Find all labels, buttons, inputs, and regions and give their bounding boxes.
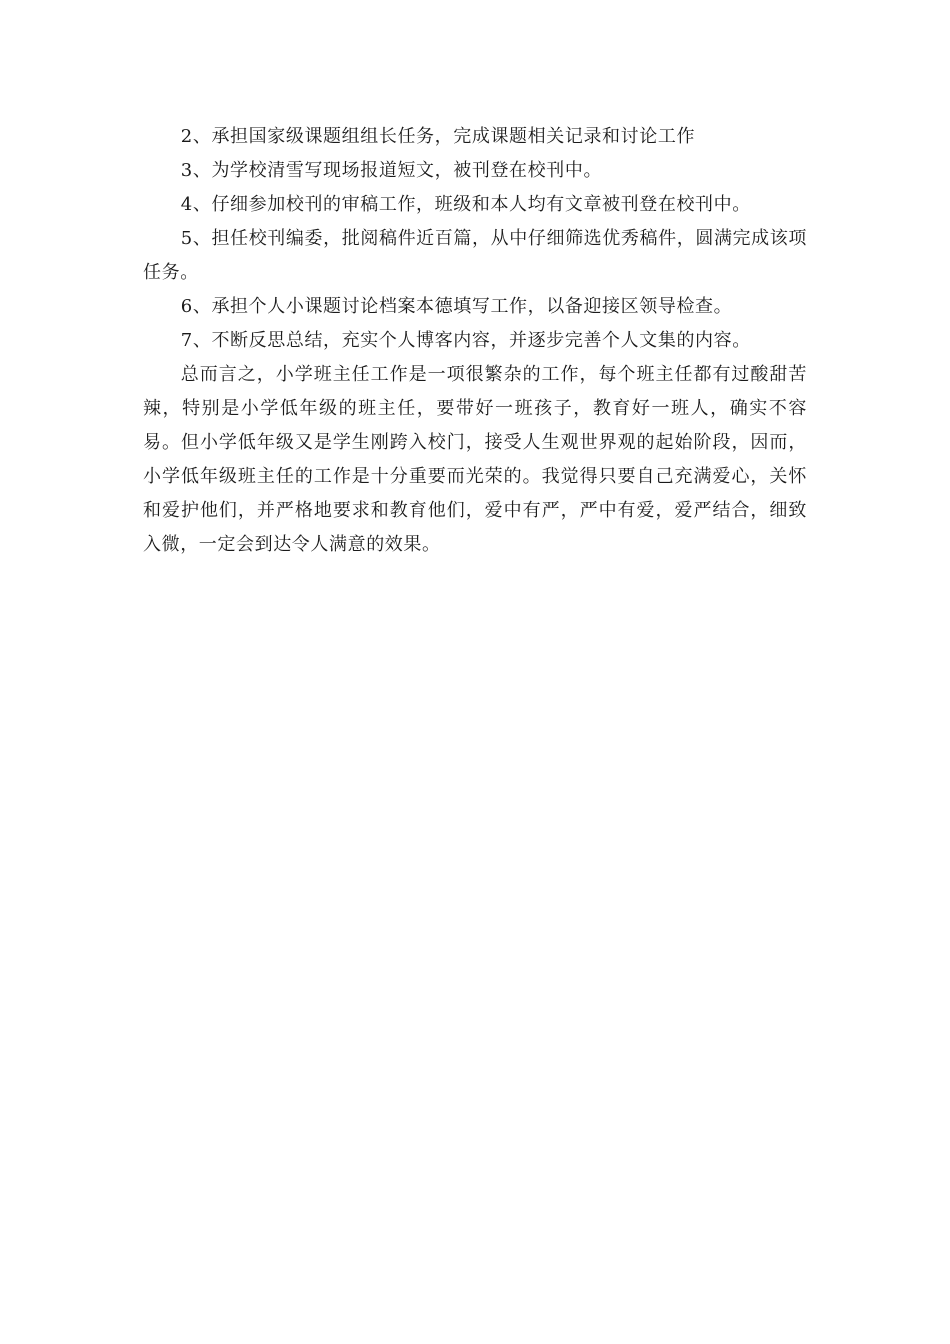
paragraph-item-2: 2、承担国家级课题组组长任务，完成课题相关记录和讨论工作 [180,126,696,147]
paragraph-item-5: 5、担任校刊编委，批阅稿件近百篇，从中仔细筛选优秀稿件，圆满完成该项任务。 [143,228,807,283]
paragraph-item-4: 4、仔细参加校刊的审稿工作，班级和本人均有文章被刊登在校刊中。 [180,194,751,215]
paragraph-item-6: 6、承担个人小课题讨论档案本德填写工作，以备迎接区领导检查。 [180,296,733,317]
paragraph-item-7: 7、不断反思总结，充实个人博客内容，并逐步完善个人文集的内容。 [180,330,751,351]
paragraph-summary: 总而言之，小学班主任工作是一项很繁杂的工作，每个班主任都有过酸甜苦辣，特别是小学低年级的班主任，要带好一班孩子，教育好一班人，确实不容易。但小学低年级又是学生刚跨入校门，接受人生观世界观的起始阶段，因而，小学低年级班主任的工作是十分重要而光荣的。我觉得只要自己充满爱心，关怀和爱护他们，并严格地要求和教育他们，爱中有严，严中有爱，爱严结合，细致入微，一定会到达令人满意的效果。 [143,364,807,555]
paragraph-item-3: 3、为学校清雪写现场报道短文，被刊登在校刊中。 [180,160,603,181]
document-body [143,120,807,562]
